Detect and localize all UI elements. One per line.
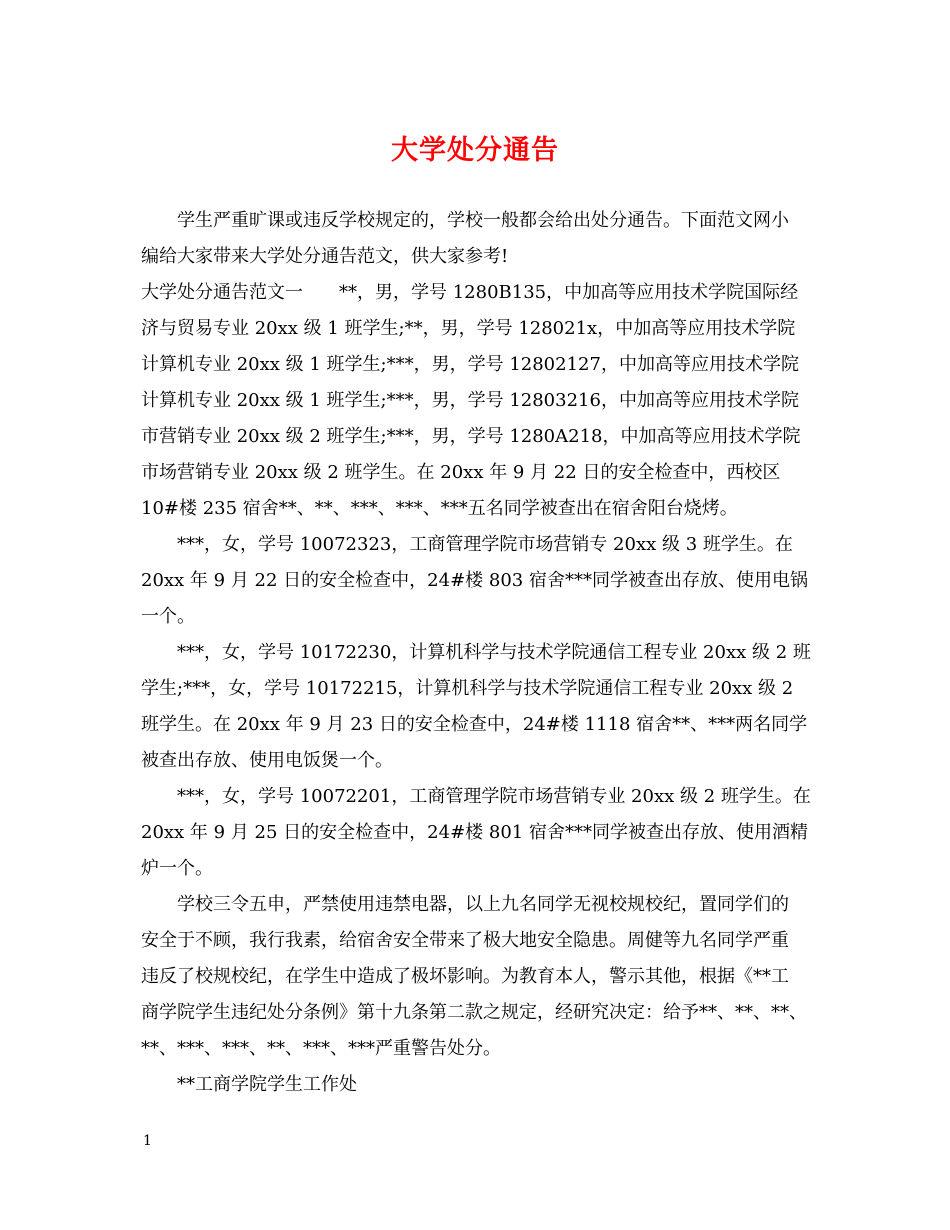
text-line: 违反了校规校纪，在学生中造成了极坏影响。为教育本人，警示其他，根据《**工 — [141, 966, 789, 987]
text-line: 安全于不顾，我行我素，给宿舍安全带来了极大地安全隐患。周健等九名同学严重 — [141, 930, 789, 951]
text-line: ***，女，学号 10072323，工商管理学院市场营销专 20xx 级 3 班学生。在 — [177, 534, 793, 555]
text-line: 市场营销专业 20xx 级 2 班学生。在 20xx 年 9 月 22 日的安全检查中，西校区 — [141, 462, 781, 483]
page-number: 1 — [143, 1133, 152, 1149]
document-body — [141, 203, 823, 1103]
text-line: 商学院学生违纪处分条例》第十九条第二款之规定，经研究决定：给予**、**、**、 — [141, 1002, 807, 1023]
text-line: 一个。 — [141, 606, 195, 627]
text-line: 学生;***，女，学号 10172215，计算机科学与技术学院通信工程专业 20xx 级 2 — [141, 678, 794, 699]
text-line: 计算机专业 20xx 级 1 班学生;***，男，学号 12803216，中加高等应用技术学院 — [141, 390, 799, 411]
text-line: 10#楼 235 宿舍**、**、***、***、***五名同学被查出在宿舍阳台烧烤。 — [141, 498, 738, 519]
text-line: 炉一个。 — [141, 858, 213, 879]
text-line: 市营销专业 20xx 级 2 班学生;***，男，学号 1280A218，中加高等应用技术学院 — [141, 426, 801, 447]
text-line: 20xx 年 9 月 25 日的安全检查中，24#楼 801 宿舍***同学被查出存放、使用酒精 — [141, 822, 808, 843]
text-line: 编给大家带来大学处分通告范文，供大家参考! — [141, 246, 509, 267]
document-title: 大学处分通告 — [391, 135, 559, 166]
text-line: ***，女，学号 10072201，工商管理学院市场营销专业 20xx 级 2 班学生。在 — [177, 786, 811, 807]
text-line: ***，女，学号 10172230，计算机科学与技术学院通信工程专业 20xx 级 2 班 — [177, 642, 811, 663]
text-line: **、***、***、**、***、***严重警告处分。 — [141, 1038, 501, 1059]
text-line: 学校三令五申，严禁使用违禁电器，以上九名同学无视校规校纪，置同学们的 — [177, 894, 789, 915]
text-line: **工商学院学生工作处 — [177, 1074, 357, 1095]
text-line: 济与贸易专业 20xx 级 1 班学生;**，男，学号 128021x，中加高等应用技术学院 — [141, 318, 796, 339]
text-line: 学生严重旷课或违反学校规定的，学校一般都会给出处分通告。下面范文网小 — [177, 210, 789, 231]
text-line: 班学生。在 20xx 年 9 月 23 日的安全检查中，24#楼 1118 宿舍**、***两名同学 — [141, 714, 808, 735]
text-line: 计算机专业 20xx 级 1 班学生;***，男，学号 12802127，中加高等应用技术学院 — [141, 354, 799, 375]
text-line: 20xx 年 9 月 22 日的安全检查中，24#楼 803 宿舍***同学被查出存放、使用电锅 — [141, 570, 808, 591]
text-line: 大学处分通告范文一 **，男，学号 1280B135，中加高等应用技术学院国际经 — [141, 282, 799, 303]
text-line: 被查出存放、使用电饭煲一个。 — [141, 750, 393, 771]
